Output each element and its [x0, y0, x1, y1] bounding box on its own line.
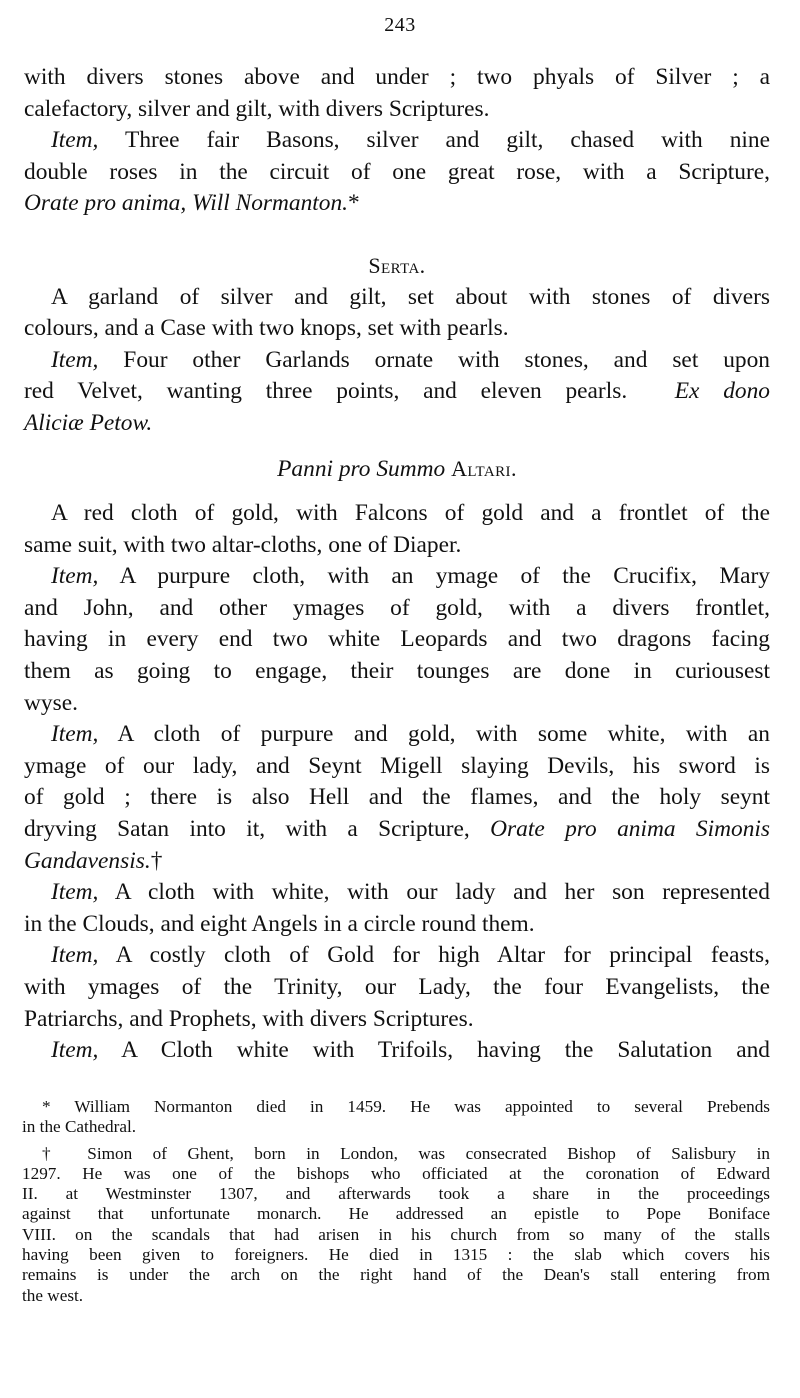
heading-smallcaps: Altari. [451, 456, 517, 481]
text-line [24, 1035, 770, 1067]
heading-italic: Panni pro Summo [277, 456, 446, 482]
text-fragment: Three fair Basons, silver and gilt, chased with nine [98, 127, 770, 154]
panni-section [24, 453, 770, 485]
text-line: them as going to engage, their tounges are done in curiousest [24, 657, 770, 684]
serta-section [24, 250, 770, 440]
text-line: A red cloth of gold, with Falcons of gold and a frontlet of the [51, 500, 770, 526]
footnotes [22, 1097, 770, 1306]
latin-inscription: Gandavensis. [24, 847, 151, 874]
text-line [24, 345, 770, 377]
text-fragment: A cloth of purpure and gold, with some white, with an [98, 721, 770, 748]
text-line [24, 125, 770, 157]
text-line [24, 408, 770, 440]
text-fragment: A costly cloth of Gold for high Altar for principal feasts, [98, 942, 770, 969]
section-heading-serta: Serta. [368, 253, 426, 278]
footnote-line: against that unfortunate monarch. He addressed an epistle to Pope Boniface [22, 1204, 770, 1224]
item-label: Item, [51, 1037, 99, 1064]
item-label: Item, [51, 721, 99, 748]
footnote-line: II. at Westminster 1307, and afterwards took a share in the proceedings [22, 1184, 770, 1204]
footnote-line: having been given to foreigners. He died in 1315 : the slab which covers his [22, 1245, 770, 1265]
panni-items [24, 498, 770, 1067]
text-fragment: red Velvet, wanting three points, and eleven pearls. [24, 378, 628, 405]
footnote-line: VIII. on the scandals that had arisen in his church from so many of the stalls [22, 1224, 770, 1244]
page-number: 243 [384, 14, 416, 36]
text-line [24, 940, 770, 972]
text-line: wyse. [24, 689, 78, 716]
footnote-line: the west. [22, 1285, 84, 1305]
text-line [24, 846, 770, 878]
text-line: with divers stones above and under ; two phyals of Silver ; a [24, 64, 770, 90]
text-line: Patriarchs, and Prophets, with divers Scriptures. [24, 1005, 474, 1032]
footnote-line: † Simon of Ghent, born in London, was consecrated Bishop of Salisbury in [42, 1143, 770, 1163]
footnote-line: 1297. He was one of the bishops who officiated at the coronation of Edward [22, 1163, 770, 1183]
latin-inscription: Orate pro anima, Will Normanton. [24, 190, 349, 217]
item-label: Item, [51, 346, 99, 373]
text-line: calefactory, silver and gilt, with divers Scriptures. [24, 95, 490, 122]
text-line [24, 376, 770, 408]
text-line: and John, and other ymages of gold, with a divers frontlet, [24, 594, 770, 621]
text-line: having in every end two white Leopards and two dragons facing [24, 626, 770, 653]
text-fragment: A Cloth white with Trifoils, having the Salutation and [98, 1037, 770, 1064]
text-line [24, 877, 770, 909]
text-line: in the Clouds, and eight Angels in a circle round them. [24, 910, 535, 937]
text-fragment: A purpure cloth, with an ymage of the Crucifix, Mary [98, 563, 770, 590]
text-line: ymage of our lady, and Seynt Migell slaying Devils, his sword is [24, 752, 770, 779]
text-line: A garland of silver and gilt, set about with stones of divers [51, 283, 770, 310]
text-fragment: Four other Garlands ornate with stones, and set upon [98, 346, 770, 373]
text-fragment: dryving Satan into it, with a Scripture, [24, 815, 491, 842]
text-line [24, 188, 770, 220]
text-line: with ymages of the Trinity, our Lady, the four Evangelists, the [24, 973, 770, 1000]
opening-paragraphs [24, 62, 770, 220]
text-line: same suit, with two altar-cloths, one of Diaper. [24, 531, 462, 558]
text-line [24, 719, 770, 751]
footnote-line: remains is under the arch on the right hand of the Dean's stall entering from [22, 1265, 770, 1285]
text-line: double roses in the circuit of one great rose, with a Scripture, [24, 158, 770, 185]
footnote-line: * William Normanton died in 1459. He was appointed to several Prebends [42, 1097, 770, 1116]
section-heading-panni [24, 453, 770, 485]
text-line [24, 814, 770, 846]
latin-inscription: Aliciæ Petow. [24, 409, 153, 436]
text-line: of gold ; there is also Hell and the flames, and the holy seynt [24, 784, 770, 811]
item-label: Item, [51, 879, 99, 906]
footnote-mark: † [150, 847, 163, 874]
footnote-mark: * [348, 190, 360, 217]
text-line [24, 561, 770, 593]
latin-inscription: Orate pro anima Simonis [490, 815, 771, 842]
item-label: Item, [51, 127, 99, 154]
item-label: Item, [51, 942, 99, 969]
text-fragment: A cloth with white, with our lady and her son represented [98, 879, 770, 906]
item-label: Item, [51, 563, 99, 590]
footnote-line: in the Cathedral. [22, 1117, 137, 1137]
latin-inscription: Ex dono [674, 378, 771, 405]
text-line: colours, and a Case with two knops, set with pearls. [24, 315, 509, 342]
